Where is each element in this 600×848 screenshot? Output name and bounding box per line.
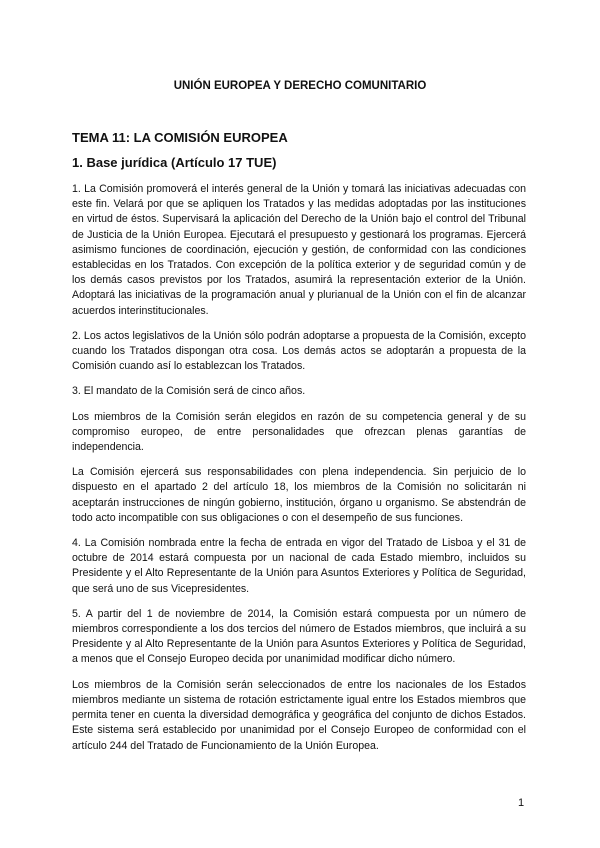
document-header: UNIÓN EUROPEA Y DERECHO COMUNITARIO	[173, 80, 427, 92]
paragraph-2: 2. Los actos legislativos de la Unión sólo podrán adoptarse a propuesta de la Comisión, excepto cuando los Tratados dispongan otra cosa. Los demás actos se adoptarán a propuesta de la Comisión cuando así lo establezcan los Tratados.	[72, 329, 526, 373]
paragraph-7: 5. A partir del 1 de noviembre de 2014, la Comisión estará compuesta por un número de miembros correspondiente a los dos tercios del número de Estados miembros, que incluirá a su Presidente y al Alto Representante de la Unión para Asuntos Exteriores y Política de Seguridad, a menos que el Consejo Europeo decida por unanimidad modificar dicho número.	[72, 607, 526, 666]
paragraph-4: Los miembros de la Comisión serán elegidos en razón de su competencia general y de su compromiso europeo, de entre personalidades que ofrezcan plenas garantías de independencia.	[72, 410, 526, 454]
paragraph-6: 4. La Comisión nombrada entre la fecha de entrada en vigor del Tratado de Lisboa y el 31 de octubre de 2014 estará compuesta por un nacional de cada Estado miembro, incluidos su Presidente y el Alto Representante de la Unión para Asuntos Exteriores y Política de Seguridad, que será uno de sus Vicepresidentes.	[72, 537, 526, 595]
topic-title: TEMA 11: LA COMISIÓN EUROPEA	[72, 130, 288, 145]
document-body	[72, 130, 526, 764]
section-title: 1. Base jurídica (Artículo 17 TUE)	[72, 155, 277, 170]
paragraph-3: 3. El mandato de la Comisión será de cinco años.	[72, 385, 306, 398]
paragraph-8: Los miembros de la Comisión serán seleccionados de entre los nacionales de los Estados miembros mediante un sistema de rotación estrictamente igual entre los Estados miembros que permita tener en cuenta la diversidad demográfica y geográfica del conjunto de dichos Estados. Este sistema será establecido por unanimidad por el Consejo Europeo de conformidad con el artículo 244 del Tratado de Funcionamiento de la Unión Europea.	[72, 678, 526, 752]
page-number: 1	[518, 797, 525, 809]
paragraph-5: La Comisión ejercerá sus responsabilidades con plena independencia. Sin perjuicio de lo dispuesto en el apartado 2 del artículo 18, los miembros de la Comisión no solicitarán ni aceptarán instrucciones de ningún gobierno, institución, órgano u organismo. Se abstendrán de todo acto incompatible con sus obligaciones o con el desempeño de sus funciones.	[72, 466, 526, 524]
paragraph-1: 1. La Comisión promoverá el interés general de la Unión y tomará las iniciativas adecuadas con este fin. Velará por que se apliquen los Tratados y las medidas adoptadas por las instituciones en virtud de éstos. Supervisará la aplicación del Derecho de la Unión bajo el control del Tribunal de Justicia de la Unión Europea. Ejecutará el presupuesto y gestionará los programas. Ejercerá asimismo funciones de coordinación, ejecución y gestión, de conformidad con las condiciones establecidas en los Tratados. Con excepción de la política exterior y de seguridad común y de los demás casos previstos por los Tratados, asumirá la representación exterior de la Unión. Adoptará las iniciativas de la programación anual y plurianual de la Unión con el fin de alcanzar acuerdos interinstitucionales.	[72, 183, 526, 317]
